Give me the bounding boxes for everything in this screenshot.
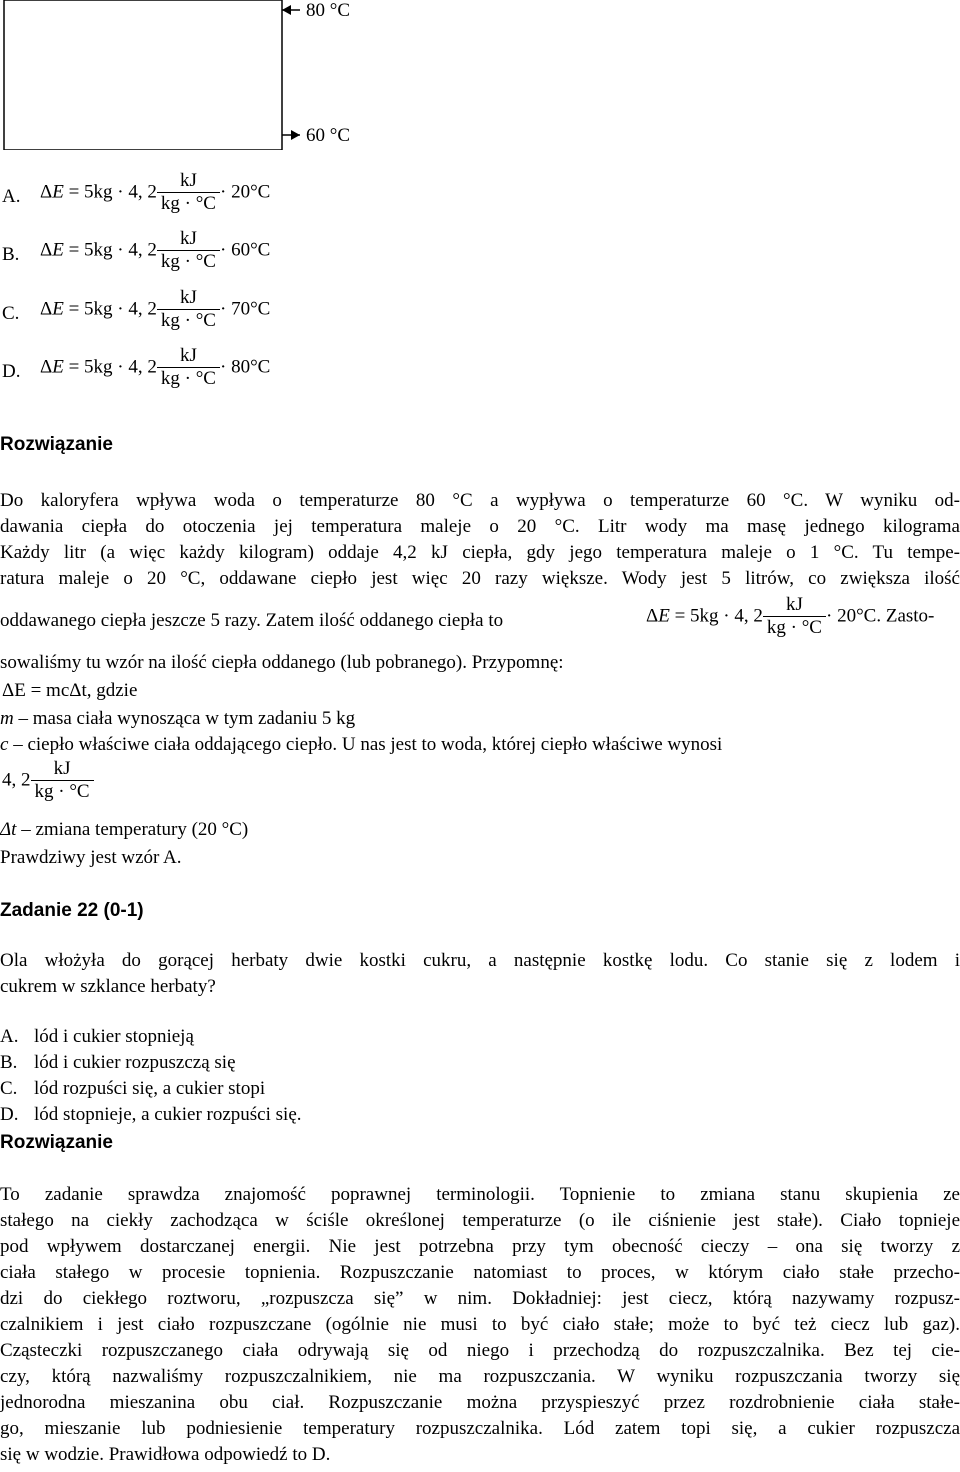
mass-symbol: m bbox=[0, 708, 14, 729]
solution2-line-2: stałego na ciekły zachodząca w ściśle określonej temperaturze (o ile ciśnienie jest stałe). Ciało topnieje bbox=[0, 1210, 960, 1231]
task-option-d bbox=[0, 1102, 960, 1128]
unit-numerator: kJ bbox=[157, 287, 220, 310]
formula-prefix: = 5kg · 4, 2 bbox=[669, 605, 763, 627]
formula-line bbox=[0, 678, 960, 704]
option-formula bbox=[40, 345, 270, 390]
unit-denominator: kg · °C bbox=[160, 368, 216, 389]
delta-symbol: Δ bbox=[646, 605, 659, 627]
multiply-dot: · bbox=[825, 605, 833, 627]
unit-denominator: kg · °C bbox=[160, 251, 216, 272]
temperature-change-line bbox=[0, 817, 960, 843]
formula-prefix: = 5kg · 4, 2 bbox=[63, 356, 157, 378]
radiator-diagram bbox=[0, 0, 960, 150]
delta-symbol: Δ bbox=[40, 239, 53, 261]
formula-option-d bbox=[0, 345, 960, 405]
solution-line-2: dawania ciepła do otoczenia jej temperatura maleje o 20 °C. Litr wody ma masę jednego kilograma bbox=[0, 516, 960, 537]
specific-heat-unit-numerator: kJ bbox=[31, 758, 94, 781]
formula-prefix: = 5kg · 4, 2 bbox=[63, 239, 157, 261]
energy-symbol: E bbox=[658, 605, 670, 627]
solution2-last-line: się w wodzie. Prawidłowa odpowiedź to D. bbox=[0, 1444, 331, 1465]
unit-numerator: kJ bbox=[157, 228, 220, 251]
solution2-line-4: ciała stałego w procesie topnienia. Rozpuszczanie natomiast to proces, w którym ciało stałe przecho- bbox=[0, 1262, 960, 1283]
task-option-text: lód i cukier rozpuszczą się bbox=[34, 1052, 236, 1073]
delta-symbol: Δ bbox=[40, 181, 53, 203]
mass-description: – masa ciała wynosząca w tym zadaniu 5 kg bbox=[13, 708, 356, 729]
solution-heading: Rozwiązanie bbox=[0, 434, 113, 455]
formula-option-a bbox=[0, 170, 960, 230]
multiply-dot: · bbox=[219, 239, 227, 261]
task-option-label: B. bbox=[0, 1052, 18, 1073]
temperature-value: 60°C bbox=[231, 239, 271, 261]
unit-fraction bbox=[763, 594, 826, 639]
delta-symbol: Δ bbox=[40, 356, 53, 378]
formula-suffix: , gdzie bbox=[86, 680, 138, 701]
option-label: C. bbox=[2, 303, 20, 324]
solution2-heading: Rozwiązanie bbox=[0, 1132, 113, 1153]
task-option-label: C. bbox=[0, 1078, 18, 1099]
unit-denominator: kg · °C bbox=[766, 617, 822, 638]
unit-numerator: kJ bbox=[763, 594, 826, 617]
answer-line: Prawdziwy jest wzór A. bbox=[0, 847, 182, 868]
unit-fraction bbox=[157, 228, 220, 273]
solution2-line-6: czalnikiem i jest ciało rozpuszczane (ogólnie nie musi to być ciało stałe; może to być też ciecz lub gaz). bbox=[0, 1314, 960, 1335]
formula-option-c bbox=[0, 287, 960, 347]
unit-fraction bbox=[157, 345, 220, 390]
option-label: D. bbox=[2, 361, 21, 382]
multiply-dot: · bbox=[219, 298, 227, 320]
task-heading: Zadanie 22 (0-1) bbox=[0, 900, 144, 921]
specific-heat-line bbox=[0, 732, 960, 758]
task-option-label: D. bbox=[0, 1104, 19, 1125]
solution-line-5-text: oddawanego ciepła jeszcze 5 razy. Zatem ilość oddanego ciepła to bbox=[0, 610, 504, 631]
task-option-text: lód i cukier stopnieją bbox=[34, 1026, 194, 1047]
solution-line-5 bbox=[0, 594, 960, 648]
formula-prefix: = 5kg · 4, 2 bbox=[63, 298, 157, 320]
specific-heat-description: – ciepło właściwe ciała oddającego ciepło. U nas jest to woda, której ciepło właściwe wynosi bbox=[8, 734, 723, 755]
temperature-value: 20°C bbox=[837, 605, 877, 627]
radiator-box bbox=[4, 0, 282, 150]
specific-heat-symbol: c bbox=[0, 734, 9, 755]
temperature-change-symbol: Δt bbox=[0, 819, 17, 840]
unit-fraction bbox=[157, 287, 220, 332]
delta-symbol: Δ bbox=[40, 298, 53, 320]
energy-symbol: E bbox=[52, 181, 64, 203]
task-option-label: A. bbox=[0, 1026, 19, 1047]
multiply-dot: · bbox=[219, 356, 227, 378]
task-option-text: lód stopnieje, a cukier rozpuści się. bbox=[34, 1104, 302, 1125]
option-formula bbox=[40, 287, 270, 332]
formula-option-b bbox=[0, 228, 960, 288]
task-option-c bbox=[0, 1076, 960, 1102]
task-question-line-1: Ola włożyła do gorącej herbaty dwie kostki cukru, a następnie kostkę lodu. Co stanie się z lodem i bbox=[0, 950, 960, 971]
option-formula bbox=[40, 170, 270, 215]
specific-heat-unit bbox=[31, 758, 94, 803]
energy-symbol: E bbox=[52, 298, 64, 320]
solution2-line-3: pod wpływem dostarczanej energii. Nie jest potrzebna przy tym obecność cieczy – ona się tworzy z bbox=[0, 1236, 960, 1257]
temperature-value: 80°C bbox=[231, 356, 271, 378]
temperature-value: 20°C bbox=[231, 181, 271, 203]
solution2-line-10: go, mieszanie lub podniesienie temperatury rozpuszczalnika. Lód zatem topi się, a cukier rozpuszcza bbox=[0, 1418, 960, 1439]
task-question-line-2: cukrem w szklance herbaty? bbox=[0, 976, 216, 997]
specific-heat-number: 4, 2 bbox=[2, 769, 31, 791]
task-option-text: lód rozpuści się, a cukier stopi bbox=[34, 1078, 266, 1099]
temperature-value: 70°C bbox=[231, 298, 271, 320]
energy-symbol: E bbox=[52, 239, 64, 261]
solution-line-5-end: . Zasto- bbox=[876, 605, 935, 627]
solution-line-4: ratura maleje o 20 °C, oddawane ciepło jest więc 20 razy większe. Wody jest 5 litrów, co zwiększa ilość bbox=[0, 568, 960, 589]
specific-heat-unit-denominator: kg · °C bbox=[34, 781, 90, 802]
specific-heat-value bbox=[2, 758, 94, 803]
multiply-dot: · bbox=[219, 181, 227, 203]
inline-energy-formula bbox=[646, 594, 934, 639]
unit-denominator: kg · °C bbox=[160, 193, 216, 214]
temperature-change-description: – zmiana temperatury (20 °C) bbox=[16, 819, 249, 840]
solution-line-6: sowaliśmy tu wzór na ilość ciepła oddanego (lub pobranego). Przypomnę: bbox=[0, 652, 564, 673]
energy-symbol: E bbox=[52, 356, 64, 378]
option-label: A. bbox=[2, 186, 21, 207]
task-option-b bbox=[0, 1050, 960, 1076]
arrow-top-label: 80 °C bbox=[306, 0, 351, 21]
unit-numerator: kJ bbox=[157, 170, 220, 193]
general-formula: ΔE = mcΔt bbox=[2, 680, 87, 701]
solution2-line-5: dzi do ciekłego roztworu, „rozpuszcza się” w nim. Dokładniej: jest ciecz, którą nazywamy rozpusz- bbox=[0, 1288, 960, 1309]
option-label: B. bbox=[2, 244, 20, 265]
solution-line-3: Każdy litr (a więc każdy kilogram) oddaje 4,2 kJ ciepła, gdy jego temperatura maleje o 1 °C. Tu tempe- bbox=[0, 542, 960, 563]
solution-line-1: Do kaloryfera wpływa woda o temperaturze 80 °C a wypływa o temperaturze 60 °C. W wyniku od- bbox=[0, 490, 960, 511]
unit-denominator: kg · °C bbox=[160, 310, 216, 331]
solution2-line-7: Cząsteczki rozpuszczanego ciała odrywają się od niego i przechodzą do rozpuszczalnika. Bez tej cie- bbox=[0, 1340, 960, 1361]
arrow-bottom-label: 60 °C bbox=[306, 125, 351, 146]
task-option-a bbox=[0, 1024, 960, 1050]
solution2-line-8: czy, którą nazwaliśmy rozpuszczalnikiem, nie ma rozpuszczania. W wyniku rozpuszczania tworzy się bbox=[0, 1366, 960, 1387]
solution2-line-9: jednorodna mieszanina obu ciał. Rozpuszczanie można przyspieszyć przez rozdrobnienie ciała stałe- bbox=[0, 1392, 960, 1413]
unit-numerator: kJ bbox=[157, 345, 220, 368]
inflow-arrow-head bbox=[291, 130, 300, 140]
formula-prefix: = 5kg · 4, 2 bbox=[63, 181, 157, 203]
mass-line bbox=[0, 706, 960, 732]
unit-fraction bbox=[157, 170, 220, 215]
solution2-line-1: To zadanie sprawdza znajomość poprawnej terminologii. Topnienie to zmiana stanu skupienia ze bbox=[0, 1184, 960, 1205]
outflow-arrow-head bbox=[282, 5, 291, 15]
option-formula bbox=[40, 228, 270, 273]
